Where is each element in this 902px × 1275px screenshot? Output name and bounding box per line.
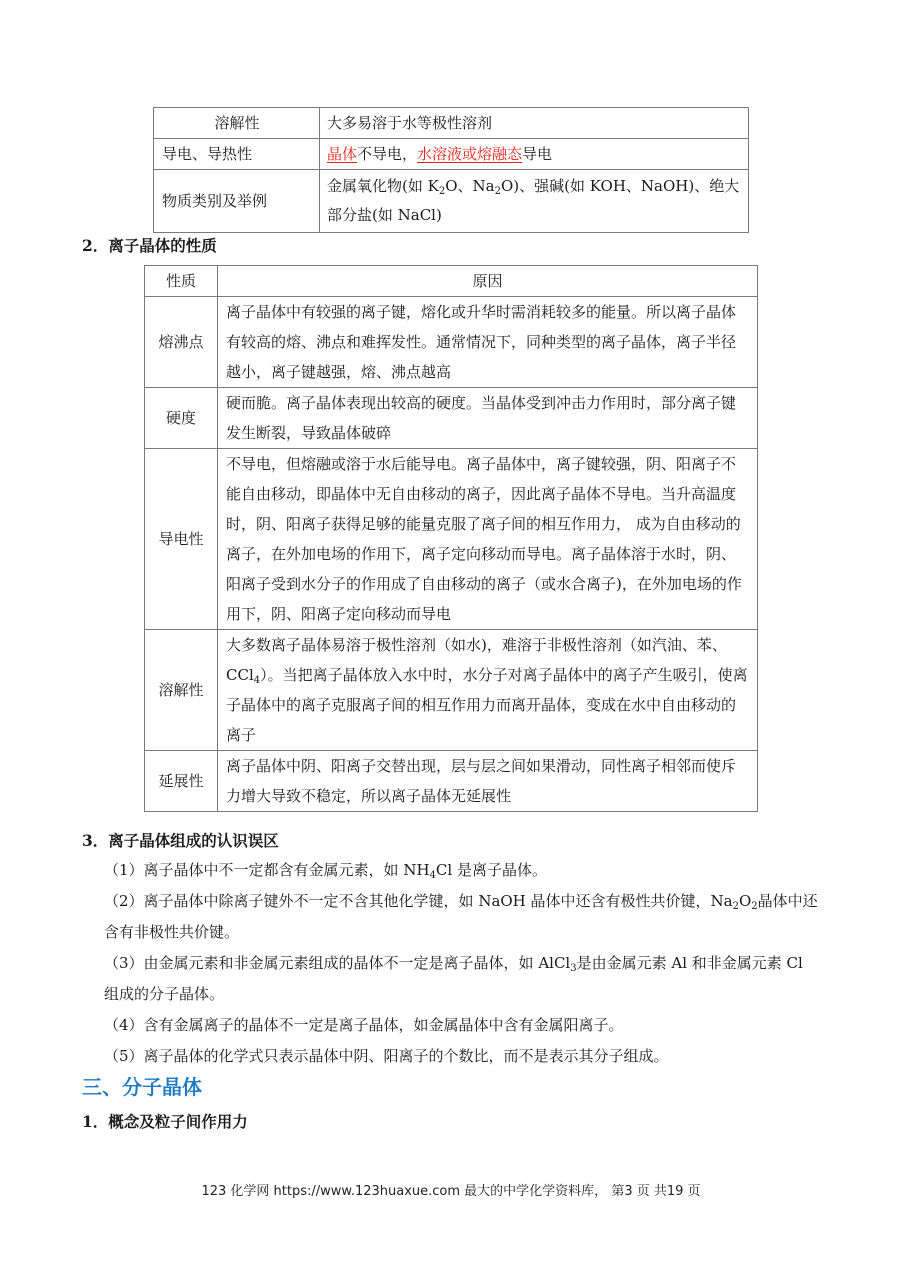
text: 是由金属元素 Al 和非金属元素 Cl 组成的分子晶体。 [104,954,803,1003]
chapter-heading: 三、分子晶体 [82,1075,202,1099]
text: 导电 [522,145,553,163]
text: 晶体中还含有非极性共价键。 [104,892,818,941]
row-value: 大多易溶于水等极性溶剂 [320,108,749,139]
property-cell: 硬度 [145,388,218,449]
reason-cell: 离子晶体中有较强的离子键，熔化或升华时需消耗较多的能量。所以离子晶体有较高的熔、沸点和难挥发性。通常情况下，同种类型的离子晶体，离子半径越小，离子键越强，熔、沸点越高 [218,297,758,388]
table-row [154,108,749,139]
table-row [145,297,758,388]
subscript: 2 [732,901,739,912]
text: 大多数离子晶体易溶于极性溶剂（如水)，难溶于非极性溶剂（如汽油、苯、CCl [226,636,727,684]
misconception-list [82,855,822,1072]
property-cell: 熔沸点 [145,297,218,388]
text: 金属氧化物(如 K [327,177,439,195]
text: 不导电， [357,145,418,163]
highlight-text: 晶体 [327,145,358,163]
ionic-crystal-properties-table [144,265,758,812]
table-row [145,388,758,449]
table-row [154,170,749,233]
page-footer: 123 化学网 https://www.123huaxue.com 最大的中学化学资料库， 第3 页 共19 页 [201,1184,701,1199]
text: O、Na [445,177,495,195]
section-heading: 2．离子晶体的性质 [82,236,217,255]
property-cell: 导电性 [145,449,218,630]
table-row [145,630,758,751]
subscript: 2 [438,186,446,197]
text: （3）由金属元素和非金属元素组成的晶体不一定是离子晶体，如 AlCl [104,954,571,972]
row-label: 物质类别及举例 [154,170,320,233]
subscript: 3 [570,963,577,974]
table-row [154,139,749,170]
subscript: 2 [494,186,501,197]
ionic-crystal-overview-table [153,107,749,233]
section-heading: 3．离子晶体组成的认识误区 [82,831,279,850]
table-header-row [145,266,758,297]
row-value [320,139,749,170]
column-header: 性质 [145,266,218,297]
reason-cell: 离子晶体中阴、阳离子交替出现，层与层之间如果滑动，同性离子相邻而使斥力增大导致不稳定，所以离子晶体无延展性 [218,751,758,812]
reason-cell [218,630,758,751]
list-item: （4）含有金属离子的晶体不一定是离子晶体，如金属晶体中含有金属阳离子。 [104,1016,624,1034]
list-item [82,855,822,886]
table-row [145,449,758,630]
property-cell: 延展性 [145,751,218,812]
reason-cell: 不导电，但熔融或溶于水后能导电。离子晶体中，离子键较强，阴、阳离子不能自由移动，即晶体中无自由移动的离子，因此离子晶体不导电。当升高温度时，阴、阳离子获得足够的能量克服了离子间的相互作用力， 成为自由移动的离子，在外加电场的作用下，离子定向移动而导电。离子晶体溶于水时，阴、阳离子受到水分子的作用成了自由移动的离子（或水合离子)，在外加电场的作用下，阴、阳离子定向移动而导电 [218,449,758,630]
text: O [738,892,752,910]
subscript: 2 [751,901,758,912]
text: Cl 是离子晶体。 [435,861,547,879]
table-row [145,751,758,812]
subscript: 4 [253,675,261,686]
subscript: 4 [429,870,436,881]
text: （1）离子晶体中不一定都含有金属元素，如 NH [104,861,430,879]
text: ）。当把离子晶体放入水中时，水分子对离子晶体中的离子产生吸引，使离子晶体中的离子克服离子间的相互作用力而离开晶体，变成在水中自由移动的离子 [226,666,748,744]
text: （2）离子晶体中除离子键外不一定不含其他化学键，如 NaOH 晶体中还含有极性共价键，Na [104,892,733,910]
property-cell: 溶解性 [145,630,218,751]
column-header: 原因 [218,266,758,297]
text: O)、强碱(如 KOH、NaOH)、绝大部分盐(如 NaCl) [327,177,740,224]
row-label: 导电、导热性 [154,139,320,170]
row-value [320,170,749,233]
list-item [82,886,822,948]
list-item: （5）离子晶体的化学式只表示晶体中阴、阳离子的个数比，而不是表示其分子组成。 [104,1047,669,1065]
list-item [82,948,822,1010]
highlight-text: 水溶液或熔融态 [417,145,523,163]
reason-cell: 硬而脆。离子晶体表现出较高的硬度。当晶体受到冲击力作用时，部分离子键发生断裂，导致晶体破碎 [218,388,758,449]
row-label: 溶解性 [154,108,320,139]
section-heading: 1．概念及粒子间作用力 [82,1112,248,1131]
